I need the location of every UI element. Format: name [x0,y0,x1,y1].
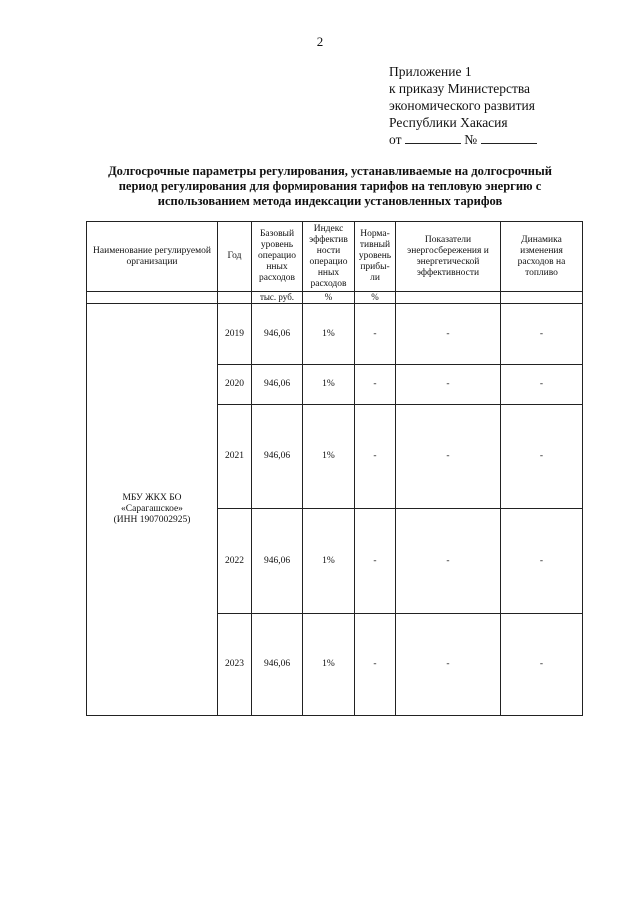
cell-year: 2021 [218,405,252,509]
unit-year [218,292,252,304]
cell-year: 2020 [218,365,252,405]
cell-norm: - [355,304,396,365]
cell-index: 1% [303,614,355,716]
appendix-line-ministry: экономического развития [389,98,535,113]
cell-base: 946,06 [252,304,303,365]
title-line-1: Долгосрочные параметры регулирования, устанавливаемые на долгосрочный [108,164,552,178]
from-label: от [389,132,402,147]
appendix-date-number-line [389,131,609,148]
cell-base: 946,06 [252,365,303,405]
cell-fuel: - [501,365,583,405]
header-index: Индекс эффектив ности операцио нных расходов [303,222,355,292]
unit-base: тыс. руб. [252,292,303,304]
cell-index: 1% [303,304,355,365]
cell-energy: - [396,509,501,614]
table-row [87,304,583,365]
table-units-row [87,292,583,304]
date-blank [405,131,461,144]
header-org: Наименование регулируемой организации [87,222,218,292]
cell-base: 946,06 [252,614,303,716]
cell-norm: - [355,614,396,716]
org-name-line-3: (ИНН 1907002925) [113,515,191,525]
header-norm: Норма- тивный уровень прибы- ли [355,222,396,292]
document-title [80,164,580,209]
appendix-line-order: к приказу Министерства [389,81,531,96]
page-number: 2 [316,34,324,49]
title-line-3: использованием метода индексации установленных тарифов [157,194,503,208]
cell-base: 946,06 [252,405,303,509]
header-energy: Показатели энергосбережения и энергетической эффективности [396,222,501,292]
cell-norm: - [355,405,396,509]
number-label: № [464,132,478,147]
org-name-cell [87,304,218,716]
appendix-line-republic: Республики Хакасия [389,115,508,130]
cell-year: 2019 [218,304,252,365]
cell-base: 946,06 [252,509,303,614]
org-name-line-2: «Сарагашское» [121,504,183,514]
cell-fuel: - [501,614,583,716]
title-line-2: период регулирования для формирования тарифов на тепловую энергию с [118,179,542,193]
unit-fuel [501,292,583,304]
cell-energy: - [396,304,501,365]
unit-energy [396,292,501,304]
cell-index: 1% [303,405,355,509]
unit-index: % [303,292,355,304]
cell-energy: - [396,614,501,716]
cell-energy: - [396,405,501,509]
appendix-title: Приложение 1 [389,64,472,79]
cell-norm: - [355,365,396,405]
cell-fuel: - [501,405,583,509]
unit-org [87,292,218,304]
cell-norm: - [355,509,396,614]
org-name-line-1: МБУ ЖКХ БО [122,493,182,503]
cell-year: 2022 [218,509,252,614]
cell-fuel: - [501,304,583,365]
header-year: Год [218,222,252,292]
number-blank [481,131,537,144]
parameters-table [86,221,583,716]
table-header-row [87,222,583,292]
appendix-block [389,63,609,148]
cell-index: 1% [303,365,355,405]
header-fuel: Динамика изменения расходов на топливо [501,222,583,292]
cell-index: 1% [303,509,355,614]
cell-year: 2023 [218,614,252,716]
cell-fuel: - [501,509,583,614]
header-base: Базовый уровень операцио нных расходов [252,222,303,292]
unit-norm: % [355,292,396,304]
cell-energy: - [396,365,501,405]
